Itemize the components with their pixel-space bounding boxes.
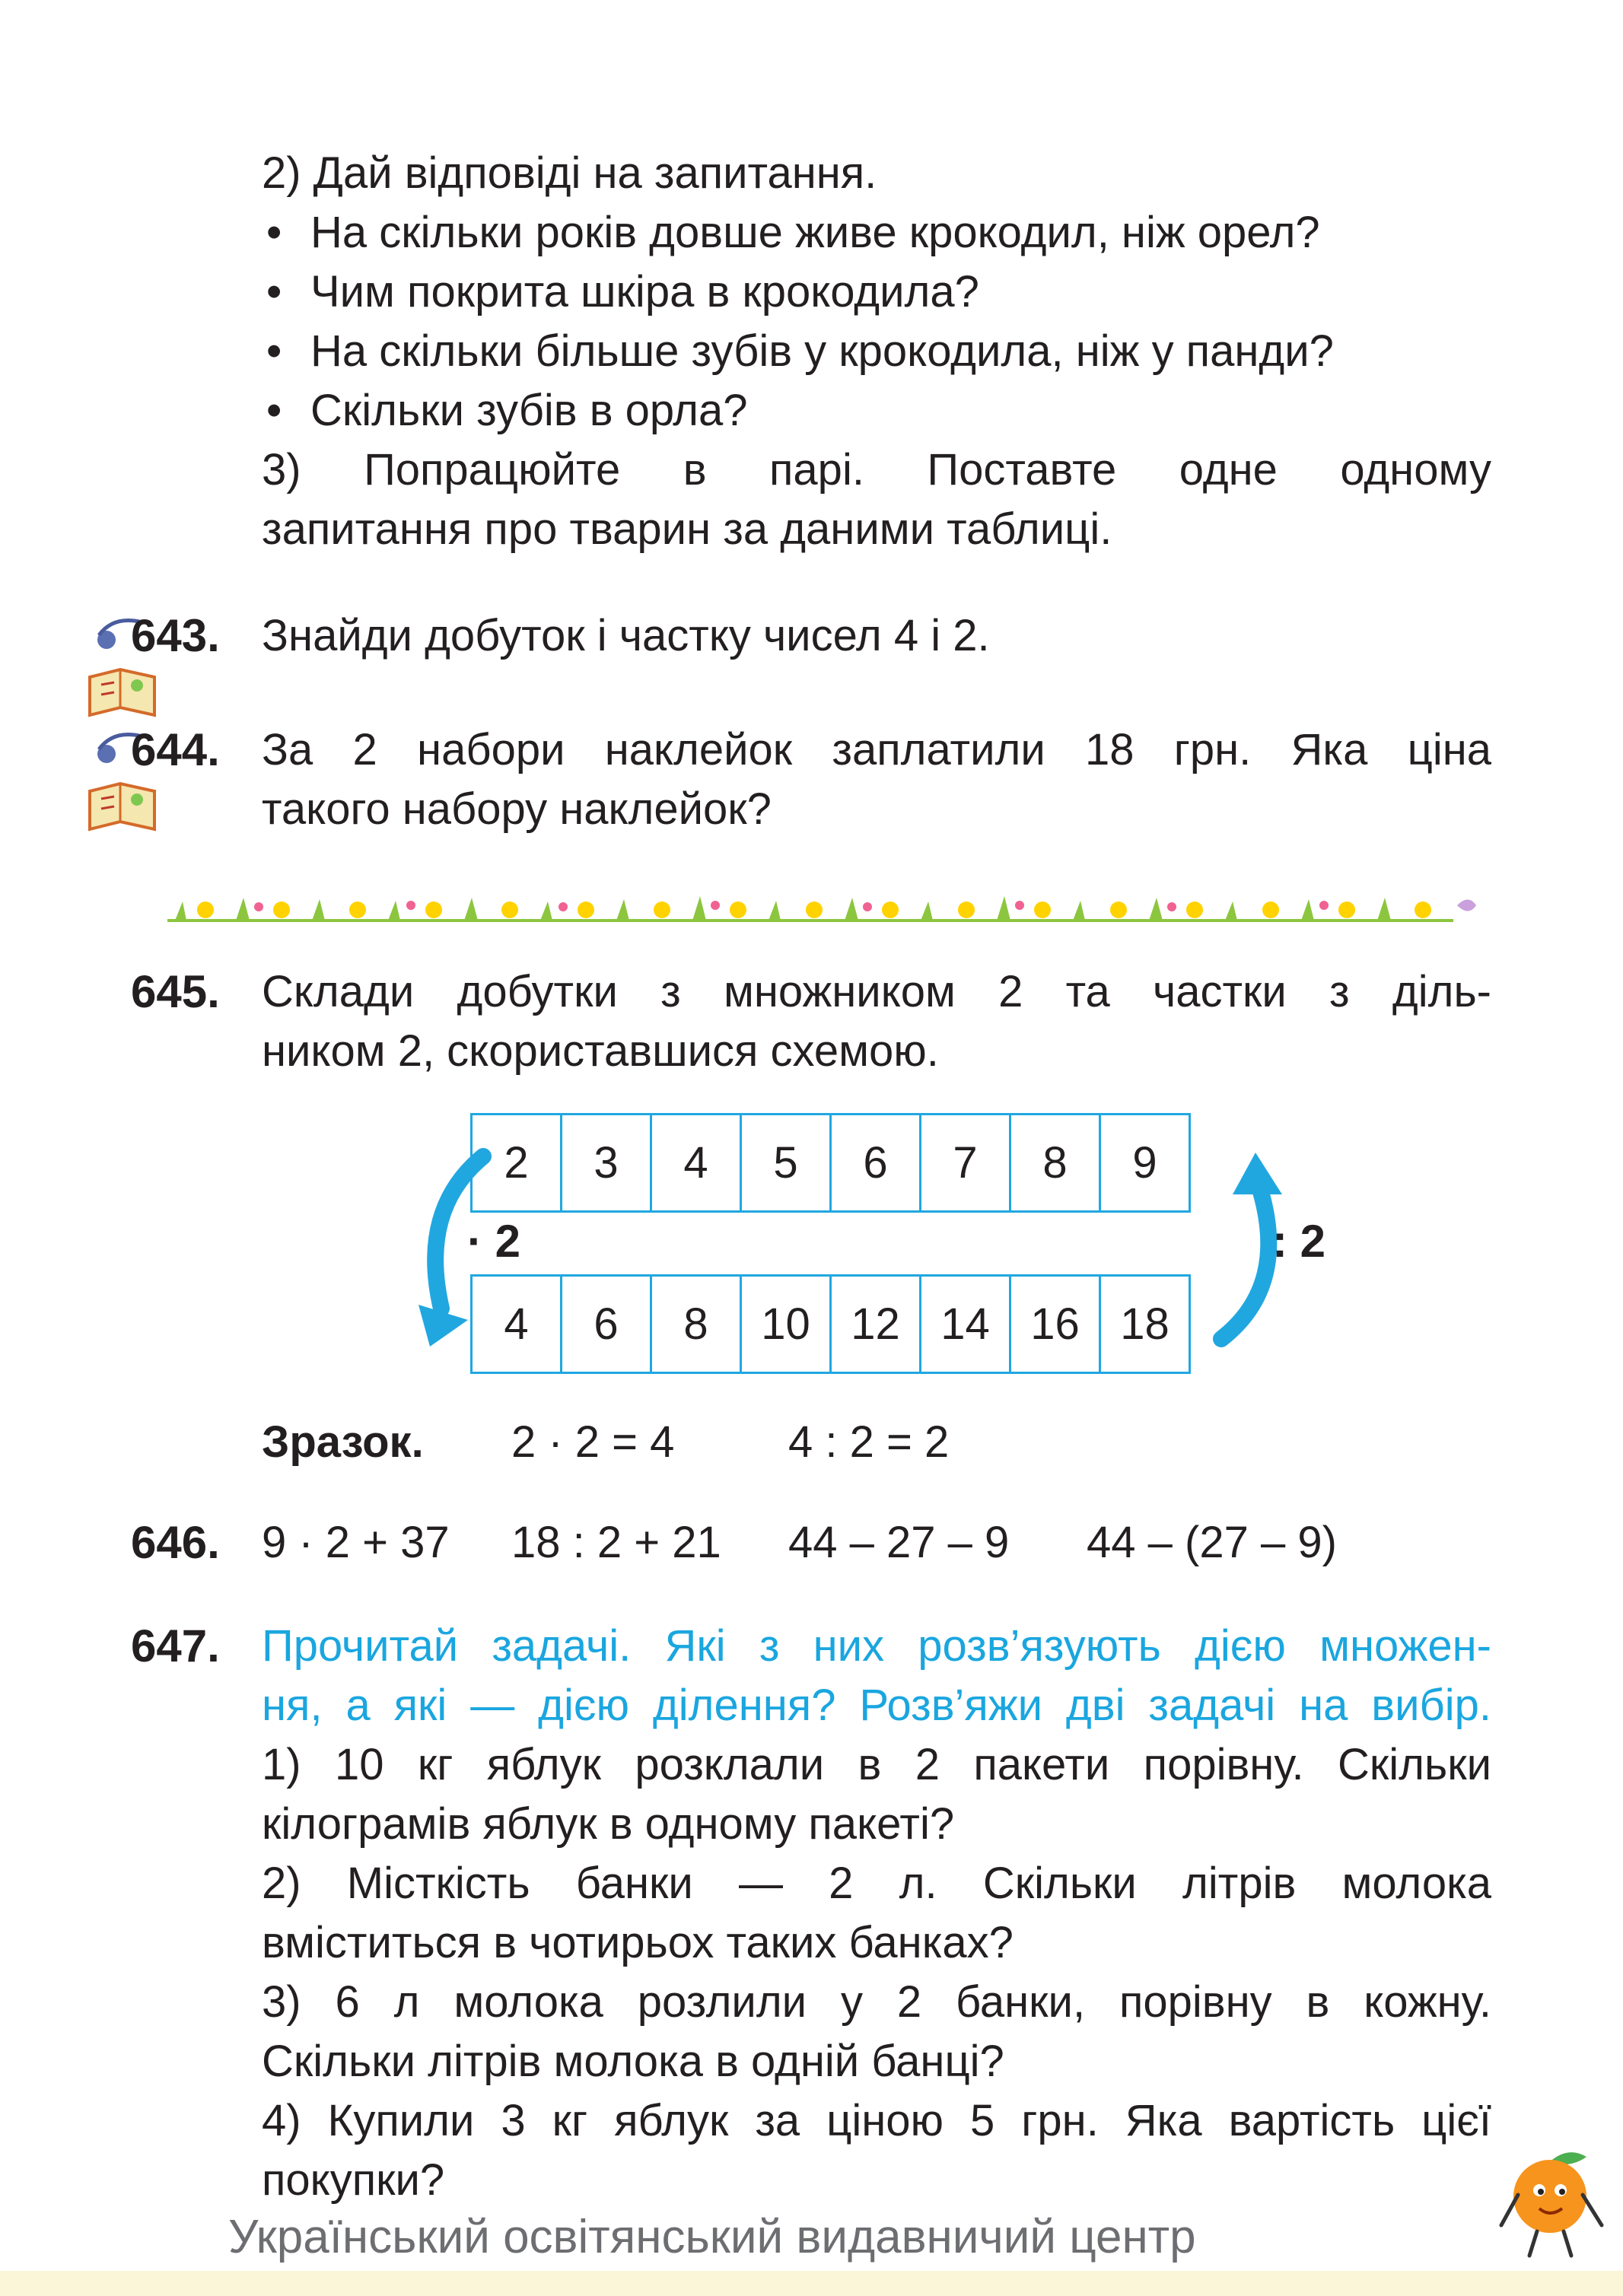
task-643-text: Знайди добуток і частку чисел 4 і 2. — [262, 611, 990, 660]
problem-4-line1: 4) Купили 3 кг яблук за ціною 5 грн. Яка вартість цієї — [262, 2096, 1491, 2145]
expression: 18 : 2 + 21 — [511, 1518, 721, 1567]
bullet-text: Скільки зубів в орла? — [310, 386, 748, 435]
scheme-cell: 9 — [1132, 1138, 1157, 1188]
scheme-cell: 6 — [562, 1277, 652, 1372]
scheme-cell: 6 — [832, 1115, 921, 1210]
problem-3-line1: 3) 6 л молока розлили у 2 банки, порівну в кожну. — [262, 1977, 1491, 2027]
bullet-item: • Скільки зубів в орла? — [266, 386, 748, 435]
question-2-title: 2) Дай відповіді на запитання. — [262, 148, 877, 198]
bullet-item: • На скільки років довше живе крокодил, ніж орел? — [266, 208, 1320, 257]
left-operation-label: · 2 — [467, 1216, 521, 1267]
scheme-cell: 3 — [562, 1115, 652, 1210]
task-644-line2: такого набору наклейок? — [262, 784, 772, 834]
question-3-line1: 3) Попрацюйте в парі. Поставте одне одному — [262, 445, 1491, 494]
task-647-instruction-line1: Прочитай задачі. Які з них розв’язують дією множен- — [262, 1621, 1491, 1671]
question-3-line2: запитання про тварин за даними таблиці. — [262, 504, 1112, 554]
task-number: 647. — [131, 1620, 220, 1671]
bullet-text: На скільки років довше живе крокодил, ніж орел? — [310, 208, 1320, 257]
orange-mascot — [1495, 2142, 1609, 2263]
bullet-item: • На скільки більше зубів у крокодила, ніж у панди? — [266, 326, 1334, 376]
expression: 44 – (27 – 9) — [1087, 1518, 1337, 1567]
task-645-line1: Склади добутки з множником 2 та частки з діль- — [262, 967, 1491, 1016]
sample-label: Зразок. — [262, 1417, 424, 1467]
task-644-line1: За 2 набори наклейок заплатили 18 грн. Яка ціна — [262, 725, 1491, 774]
scheme-cell: 5 — [742, 1115, 832, 1210]
problem-4-line2: покупки? — [262, 2155, 445, 2205]
bottom-band — [0, 2271, 1623, 2296]
scheme-cell: 18 — [1120, 1299, 1170, 1349]
scheme-cell: 2 — [473, 1115, 562, 1210]
expression: 44 – 27 – 9 — [788, 1518, 1010, 1567]
bullet-text: Чим покрита шкіра в крокодила? — [310, 267, 979, 316]
problem-1-line2: кілограмів яблук в одному пакеті? — [262, 1799, 955, 1849]
task-number: 643. — [131, 610, 220, 661]
task-number: 646. — [131, 1517, 220, 1568]
publisher-footer: Український освітянський видавничий центр — [228, 2211, 1196, 2263]
scheme-cell: 16 — [1011, 1277, 1101, 1372]
problem-3-line2: Скільки літрів молока в одній банці? — [262, 2037, 1004, 2086]
scheme-cell: 8 — [652, 1277, 742, 1372]
sample-equation-2: 4 : 2 = 2 — [788, 1417, 950, 1467]
scheme-top-row — [470, 1113, 1191, 1213]
scheme-cell: 10 — [742, 1277, 832, 1372]
bullet-text: На скільки більше зубів у крокодила, ніж у панди? — [310, 326, 1334, 376]
scheme-cell: 7 — [921, 1115, 1011, 1210]
scheme-bottom-row — [470, 1274, 1191, 1374]
bullet-item: • Чим покрита шкіра в крокодила? — [266, 267, 979, 316]
problem-1-line1: 1) 10 кг яблук розклали в 2 пакети порівну. Скільки — [262, 1740, 1491, 1789]
task-645-line2: ником 2, скориставшися схемою. — [262, 1026, 939, 1076]
scheme-cell: 14 — [921, 1277, 1011, 1372]
scheme-cell: 4 — [473, 1277, 562, 1372]
task-number: 645. — [131, 966, 220, 1017]
scheme-cell: 12 — [832, 1277, 921, 1372]
task-647-instruction-line2: ня, а які — дією ділення? Розв’яжи дві задачі на вибір. — [262, 1681, 1491, 1730]
task-number: 644. — [131, 724, 220, 775]
expression: 9 · 2 + 37 — [262, 1518, 450, 1567]
sample-equation-1: 2 · 2 = 4 — [511, 1417, 675, 1467]
right-operation-label: : 2 — [1272, 1216, 1326, 1267]
decorative-border — [145, 882, 1484, 928]
problem-2-line2: вміститься в чотирьох таких банках? — [262, 1918, 1014, 1967]
problem-2-line1: 2) Місткість банки — 2 л. Скільки літрів молока — [262, 1859, 1491, 1908]
scheme-cell: 8 — [1011, 1115, 1101, 1210]
scheme-cell: 4 — [652, 1115, 742, 1210]
